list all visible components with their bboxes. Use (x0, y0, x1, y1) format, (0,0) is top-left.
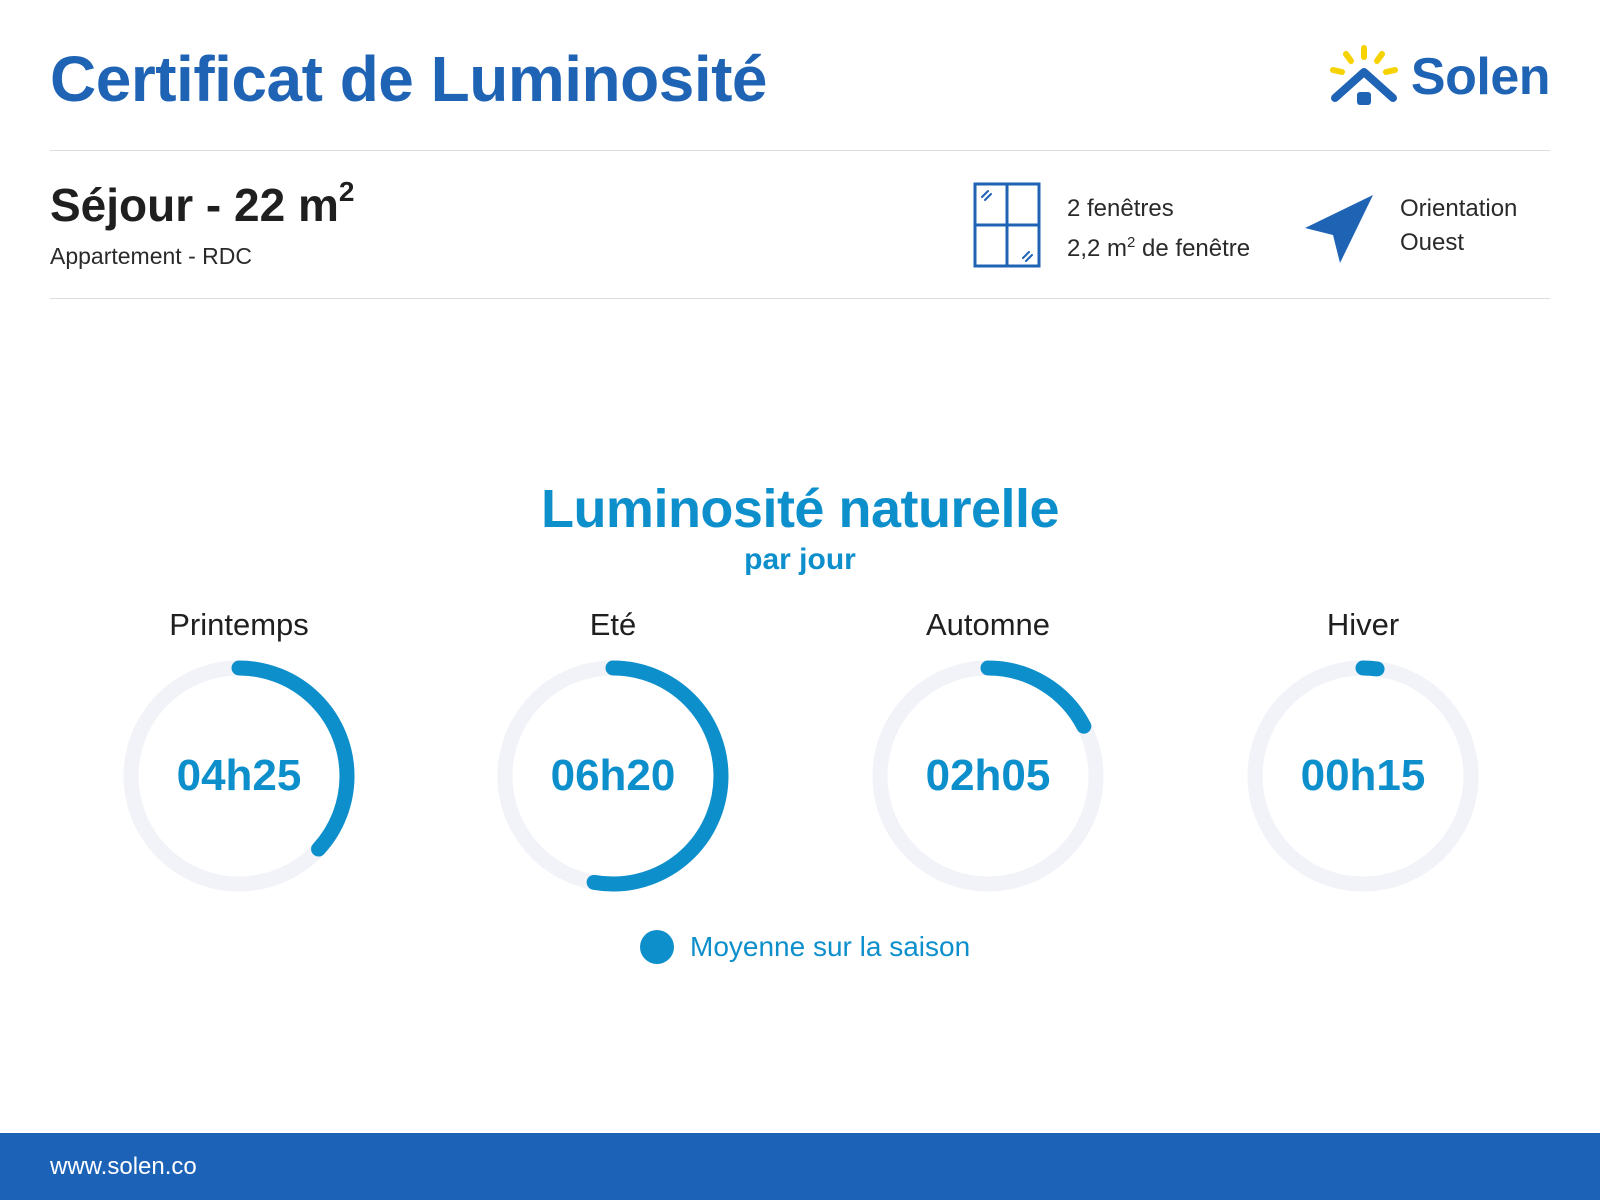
room-name-sup: 2 (338, 175, 355, 207)
orientation-value: Ouest (1400, 229, 1465, 256)
room-subtitle: Appartement - RDC (50, 243, 252, 269)
page-title: Certificat de Luminosité (50, 43, 767, 115)
legend-label: Moyenne sur la saison (690, 931, 971, 962)
chart-legend (640, 929, 970, 965)
ring-value: 06h20 (550, 751, 676, 800)
windows-area-sup: 2 (1127, 234, 1136, 251)
orientation-info (1400, 192, 1517, 260)
logo-text: Solen (1410, 48, 1550, 106)
navigation-arrow-icon (1303, 193, 1375, 265)
chart-title: Luminosité naturelle (540, 479, 1060, 539)
season-automne (868, 604, 1108, 896)
room-name (50, 175, 355, 232)
header (50, 36, 1550, 116)
season-label: Automne (925, 607, 1051, 642)
ring-chart (868, 656, 1108, 896)
ring-chart (119, 656, 359, 896)
solen-logo[interactable] (1327, 42, 1550, 112)
orientation-label: Orientation (1400, 195, 1518, 222)
windows-count: 2 fenêtres (1067, 195, 1174, 222)
top-divider (50, 150, 1550, 151)
ring-value: 04h25 (176, 751, 302, 800)
season-ete (493, 604, 733, 896)
season-label: Hiver (1326, 607, 1400, 642)
legend-dot-icon (640, 930, 674, 964)
season-hiver (1243, 604, 1483, 896)
window-icon (973, 182, 1041, 268)
ring-chart (1243, 656, 1483, 896)
windows-info (1067, 192, 1250, 266)
ring-chart (493, 656, 733, 896)
season-label: Eté (589, 607, 637, 642)
windows-area-suffix: de fenêtre (1135, 235, 1251, 262)
chart-subtitle: par jour (744, 543, 856, 576)
footer (0, 1133, 1600, 1200)
sun-house-icon (1327, 44, 1401, 110)
info-divider (50, 298, 1550, 299)
room-name-text: Séjour - 22 m (50, 179, 339, 231)
windows-area-prefix: 2,2 m (1067, 235, 1128, 262)
ring-value: 02h05 (925, 751, 1051, 800)
ring-value: 00h15 (1300, 751, 1426, 800)
season-printemps (119, 604, 359, 896)
season-label: Printemps (169, 607, 309, 642)
windows-area (1067, 226, 1250, 266)
footer-url-link[interactable]: www.solen.co (50, 1153, 197, 1180)
